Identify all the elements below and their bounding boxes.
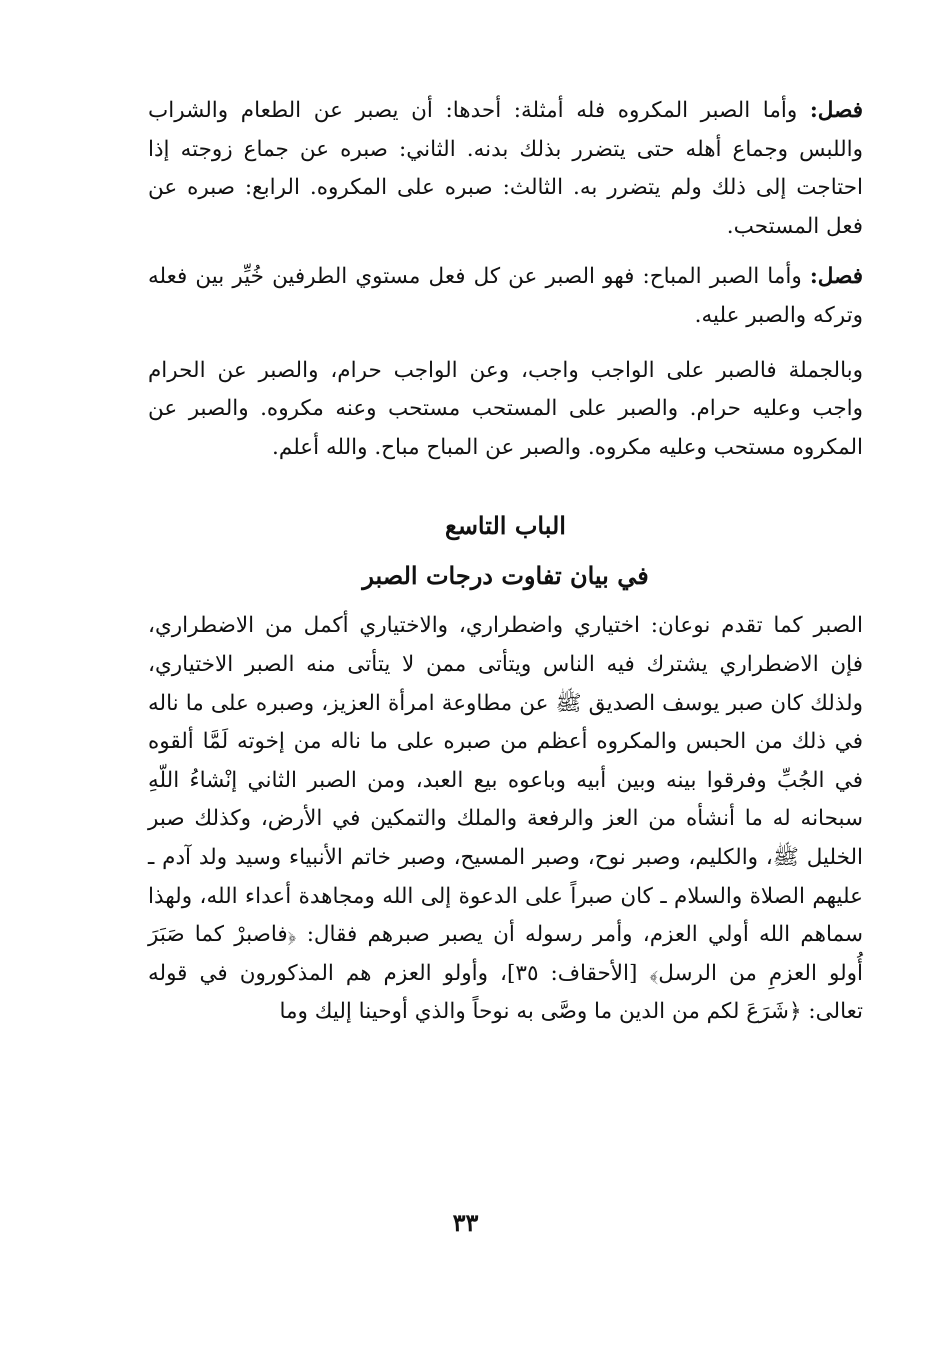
chapter-subtitle: في بيان تفاوت درجات الصبر — [362, 561, 649, 591]
section-marker: فصل: — [809, 98, 863, 123]
page-number: ٣٣ — [452, 1208, 479, 1237]
paragraph-disliked-patience — [148, 92, 863, 246]
paragraph-text: وبالجملة فالصبر على الواجب واجب، وعن الواجب حرام، والصبر عن الحرام واجب وعليه حرام. والصبر على المستحب مستحب وعنه مكروه. والصبر عن المكروه مستحب وعليه مكروه. والصبر عن المباح مباح. والله أعلم. — [148, 357, 863, 460]
paragraph-body — [148, 607, 863, 1032]
paragraph-permissible-patience — [148, 258, 863, 335]
section-marker: فصل: — [809, 264, 863, 290]
paragraph-text: وأما الصبر المكروه فله أمثلة: أحدها: أن يصبر عن الطعام والشراب واللبس وجماع أهله حتى يتضرر بذلك بدنه. الثاني: صبره عن جماع زوجته إذا احتاجت إلى ذلك ولم يتضرر به. الثالث: صبره على المكروه. الرابع: صبره عن فعل المستحب. — [148, 98, 863, 239]
book-page — [148, 92, 863, 1032]
paragraph-text: وأما الصبر المباح: فهو الصبر عن كل فعل مستوي الطرفين خُيِّر بين فعله وتركه والصبر عليه. — [148, 264, 863, 328]
paragraph-text: الصبر كما تقدم نوعان: اختياري واضطراري، والاختياري أكمل من الاضطراري، فإن الاضطراري يشترك فيه الناس ويتأتى ممن لا يتأتى منه الصبر الاختياري، ولذلك كان صبر يوسف الصديق ﷺ عن مطاوعة امرأة العزيز، وصبره على ما ناله في ذلك من الحبس والمكروه أعظم من صبره على ما ناله من إخوته لَمَّا ألقوه في الجُبِّ وفرقوا بينه وبين أبيه وباعوه بيع العبد، ومن الصبر الثاني إنْشاءُ اللّهِ سبحانه له ما أنشأه من العز والرفعة والملك والتمكين في الأرض، وكذلك صبر الخليل ﷺ، والكليم، وصبر نوح، وصبر المسيح، وصبر خاتم الأنبياء وسيد ولد آدم ـ عليهم الصلاة والسلام ـ كان صبراً على الدعوة إلى الله ومجاهدة أعداء الله، ولهذا سماهم الله أولي العزم، وأمر رسوله أن يصبر صبرهم فقال: ﴿فاصبرْ كما صَبَرَ أُولو العزمِ من الرسل﴾ [الأحقاف: ٣٥]، وأولو العزم هم المذكورون في قوله تعالى: ﴿شَرَعَ لكم من الدين ما وصَّى به نوحاً والذي أوحينا إليك وما — [148, 613, 863, 1025]
paragraph-summary — [148, 352, 863, 468]
chapter-title: الباب التاسع — [445, 511, 566, 541]
